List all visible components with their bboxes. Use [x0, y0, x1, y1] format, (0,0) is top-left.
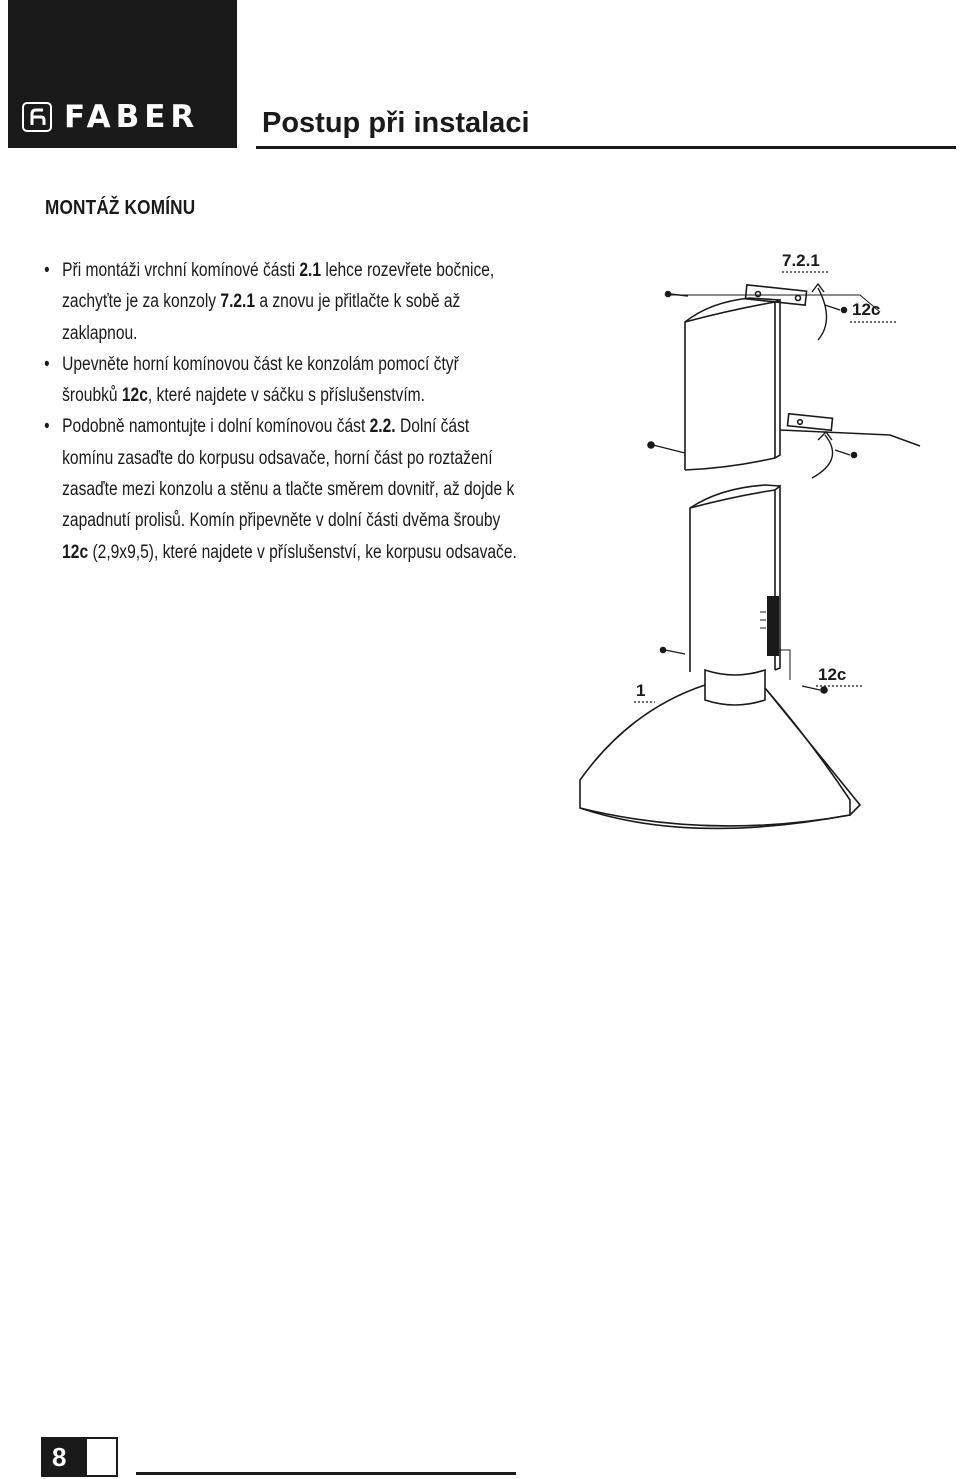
title-underline: [256, 146, 956, 149]
hood-collar: [705, 670, 765, 705]
screw-left-top: [670, 294, 688, 296]
hood-bottom-rim: [580, 808, 850, 826]
instruction-text: [40, 255, 517, 568]
faber-logo: [8, 0, 237, 148]
chimney-installation-diagram: [560, 240, 960, 840]
p3-text-2: Dolní část komínu zasaďte do korpusu odsavače, horní část po roztažení zasaďte mezi konzolu a stěnu a tlačte směrem dovnitř, až dojde k zapadnutí prolisů. Komín připevněte v dolní části dvěma šrouby: [62, 416, 515, 532]
hood-body: [580, 685, 850, 828]
rotation-arrow-middle: [812, 435, 833, 478]
label-bracket: 7.2.1: [782, 251, 820, 270]
p1-ref-2: 7.2.1: [220, 291, 256, 313]
label-hood: 1: [636, 681, 646, 700]
p3-ref-1: 2.2.: [369, 416, 396, 438]
p3-text-3: (2,9x9,5), které najdete v příslušenství, ke korpusu odsavače.: [88, 541, 517, 563]
instruction-item-3: [40, 411, 518, 567]
instruction-item-2: [40, 349, 518, 412]
footer-rule: [136, 1472, 516, 1475]
p2-text-2: , které najdete v sáčku s příslušenstvím.: [147, 385, 425, 407]
label-screw-bottom: 12c: [818, 665, 847, 684]
p1-text-1: Při montáži vrchní komínové části: [62, 260, 300, 281]
bullet-icon: •: [44, 353, 50, 375]
vent-grille: [767, 596, 779, 656]
instruction-item-1: [40, 255, 518, 349]
p3-text-1: Podobně namontujte i dolní komínovou část: [62, 416, 370, 438]
p1-ref-1: 2.1: [299, 260, 322, 281]
upper-chimney-left: [685, 298, 780, 470]
page-number: 8: [52, 1442, 67, 1472]
page-title: Postup při instalaci: [262, 107, 530, 139]
hood-side-panel: [765, 688, 860, 815]
p3-ref-2: 12c: [62, 541, 89, 563]
section-heading: MONTÁŽ KOMÍNU: [45, 197, 196, 219]
p1-text-3: a znovu je přitlačte k sobě až zaklapnou.: [62, 291, 461, 344]
bullet-icon: •: [44, 260, 50, 281]
lower-chimney-left: [690, 485, 780, 672]
p1-text-2: lehce rozevřete bočnice, zachyťte je za konzoly: [62, 260, 495, 313]
lower-chimney-front: [690, 490, 775, 670]
rotation-arrow-top: [818, 288, 827, 340]
screw-left-mid: [653, 445, 685, 453]
p2-text-1: Upevněte horní komínovou část ke konzolám pomocí čtyř šroubků: [62, 353, 459, 407]
screw-right-top: [825, 305, 840, 310]
faber-logo-mark: [22, 102, 52, 132]
screw-right-mid: [835, 450, 850, 455]
bullet-icon: •: [44, 416, 50, 438]
label-screw-top: 12c: [852, 300, 881, 319]
bracket-middle: [787, 414, 832, 431]
page-number-box: [41, 1437, 118, 1477]
upper-chimney-front: [685, 302, 775, 470]
screw-left-bottom: [665, 650, 685, 654]
logo-text: FABER: [64, 99, 200, 135]
p2-ref-1: 12c: [121, 385, 148, 407]
